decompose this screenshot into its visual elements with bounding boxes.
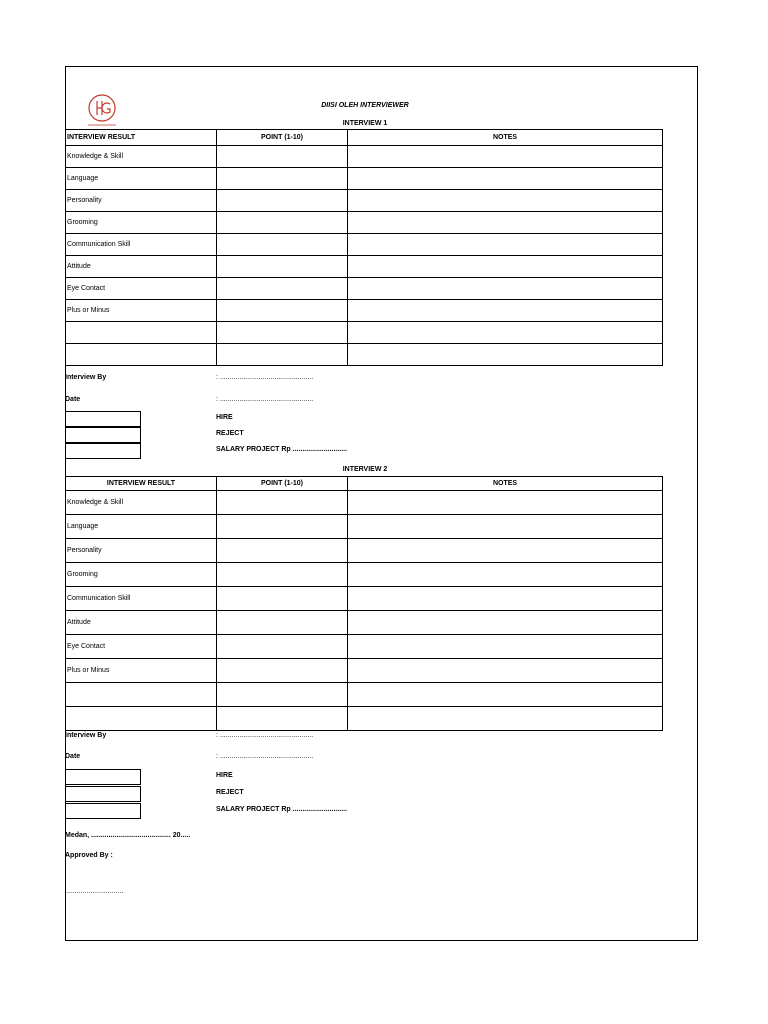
notes-cell[interactable] [348, 635, 663, 659]
notes-cell[interactable] [348, 683, 663, 707]
row-label: Language [66, 515, 217, 539]
point-cell[interactable] [217, 515, 348, 539]
interview2-header-row [66, 477, 663, 491]
notes-cell[interactable] [348, 322, 663, 344]
interview2-title: INTERVIEW 2 [342, 466, 388, 473]
notes-cell[interactable] [348, 563, 663, 587]
row-label: Grooming [66, 563, 217, 587]
point-cell[interactable] [217, 212, 348, 234]
row-label: Grooming [66, 212, 217, 234]
row-label: Knowledge & Skill [66, 491, 217, 515]
place-date[interactable]: Medan, ......................................... 20..... [65, 832, 191, 839]
point-cell[interactable] [217, 278, 348, 300]
interview1-by-label: Interview By [65, 374, 107, 381]
table-row [66, 300, 663, 322]
table-row [66, 234, 663, 256]
interview1-hire-checkbox[interactable] [65, 411, 141, 427]
notes-cell[interactable] [348, 256, 663, 278]
interview1-hire-label: HIRE [216, 414, 233, 421]
interview2-salary-label: SALARY PROJECT Rp ............................ [216, 806, 348, 813]
table-row [66, 515, 663, 539]
point-cell[interactable] [217, 256, 348, 278]
point-cell[interactable] [217, 659, 348, 683]
interview1-title: INTERVIEW 1 [342, 120, 388, 127]
notes-cell[interactable] [348, 515, 663, 539]
table-row [66, 659, 663, 683]
col-point: POINT (1-10) [217, 477, 348, 491]
table-row [66, 212, 663, 234]
point-cell[interactable] [217, 344, 348, 366]
interview1-reject-label: REJECT [216, 430, 244, 437]
interview2-by-field[interactable]: : ................................................ [216, 732, 314, 739]
row-label [66, 322, 217, 344]
interview1-salary-label: SALARY PROJECT Rp ............................ [216, 446, 348, 453]
interview2-reject-checkbox[interactable] [65, 786, 141, 802]
interview1-date-field[interactable]: : ................................................ [216, 396, 314, 403]
interview2-table [65, 476, 663, 731]
interview2-date-field[interactable]: : ................................................ [216, 753, 314, 760]
interview2-by-label: Interview By [65, 732, 107, 739]
interview1-table [65, 129, 663, 366]
row-label: Personality [66, 190, 217, 212]
table-row [66, 683, 663, 707]
col-interview-result: INTERVIEW RESULT [66, 477, 217, 491]
table-row [66, 707, 663, 731]
interview1-salary-box[interactable] [65, 443, 141, 459]
point-cell[interactable] [217, 300, 348, 322]
point-cell[interactable] [217, 635, 348, 659]
row-label: Communication Skill [66, 234, 217, 256]
table-row [66, 256, 663, 278]
interview2-reject-label: REJECT [216, 789, 244, 796]
point-cell[interactable] [217, 707, 348, 731]
interview2-hire-checkbox[interactable] [65, 769, 141, 785]
point-cell[interactable] [217, 539, 348, 563]
interview1-date-label: Date [65, 396, 81, 403]
notes-cell[interactable] [348, 707, 663, 731]
row-label: Plus or Minus [66, 659, 217, 683]
col-notes: NOTES [348, 130, 663, 146]
interview1-by-field[interactable]: : ................................................ [216, 374, 314, 381]
approved-by-label: Approved By : [65, 852, 113, 859]
point-cell[interactable] [217, 146, 348, 168]
row-label: Attitude [66, 611, 217, 635]
row-label: Knowledge & Skill [66, 146, 217, 168]
row-label: Personality [66, 539, 217, 563]
table-row [66, 635, 663, 659]
notes-cell[interactable] [348, 539, 663, 563]
point-cell[interactable] [217, 190, 348, 212]
row-label [66, 683, 217, 707]
notes-cell[interactable] [348, 344, 663, 366]
col-notes: NOTES [348, 477, 663, 491]
table-row [66, 611, 663, 635]
row-label: Language [66, 168, 217, 190]
row-label [66, 344, 217, 366]
row-label: Attitude [66, 256, 217, 278]
point-cell[interactable] [217, 168, 348, 190]
point-cell[interactable] [217, 234, 348, 256]
point-cell[interactable] [217, 322, 348, 344]
interview2-hire-label: HIRE [216, 772, 233, 779]
table-row [66, 168, 663, 190]
interview1-reject-checkbox[interactable] [65, 427, 141, 443]
interview2-date-label: Date [65, 753, 81, 760]
notes-cell[interactable] [348, 300, 663, 322]
table-row [66, 563, 663, 587]
row-label: Eye Contact [66, 635, 217, 659]
notes-cell[interactable] [348, 190, 663, 212]
notes-cell[interactable] [348, 611, 663, 635]
interview1-header-row [66, 130, 663, 146]
signature-line[interactable]: .............................. [65, 888, 124, 895]
point-cell[interactable] [217, 611, 348, 635]
notes-cell[interactable] [348, 146, 663, 168]
notes-cell[interactable] [348, 278, 663, 300]
notes-cell[interactable] [348, 587, 663, 611]
table-row [66, 146, 663, 168]
point-cell[interactable] [217, 491, 348, 515]
row-label: Eye Contact [66, 278, 217, 300]
interview2-salary-box[interactable] [65, 803, 141, 819]
col-interview-result: INTERVIEW RESULT [66, 130, 217, 146]
table-row [66, 491, 663, 515]
row-label: Communication Skill [66, 587, 217, 611]
row-label [66, 707, 217, 731]
point-cell[interactable] [217, 563, 348, 587]
table-row [66, 344, 663, 366]
point-cell[interactable] [217, 587, 348, 611]
col-point: POINT (1-10) [217, 130, 348, 146]
notes-cell[interactable] [348, 234, 663, 256]
row-label: Plus or Minus [66, 300, 217, 322]
notes-cell[interactable] [348, 659, 663, 683]
document-title: DIISI OLEH INTERVIEWER [321, 102, 409, 109]
notes-cell[interactable] [348, 491, 663, 515]
point-cell[interactable] [217, 683, 348, 707]
notes-cell[interactable] [348, 212, 663, 234]
table-row [66, 587, 663, 611]
table-row [66, 322, 663, 344]
notes-cell[interactable] [348, 168, 663, 190]
table-row [66, 278, 663, 300]
table-row [66, 539, 663, 563]
table-row [66, 190, 663, 212]
